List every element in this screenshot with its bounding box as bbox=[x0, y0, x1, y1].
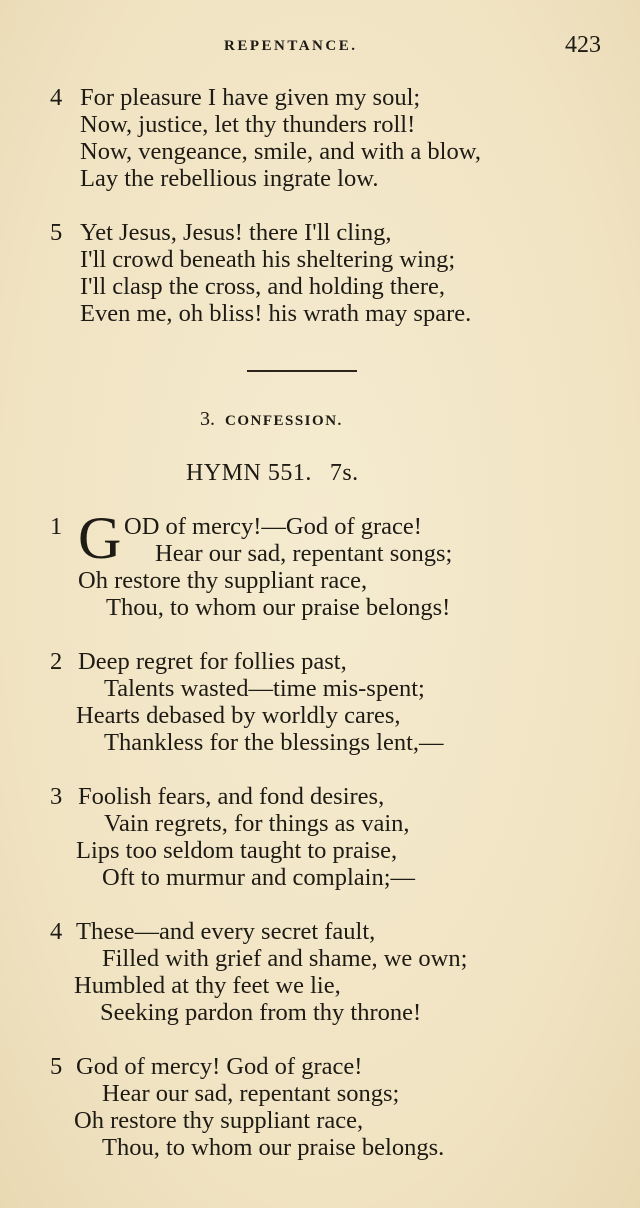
running-head bbox=[0, 32, 640, 60]
stanza-number: 3 bbox=[50, 783, 63, 810]
verse-line: Hearts debased by worldly cares, bbox=[76, 702, 401, 729]
verse-line: Lay the rebellious ingrate low. bbox=[80, 165, 379, 192]
hymn-title bbox=[186, 460, 359, 487]
verse-line: Even me, oh bliss! his wrath may spare. bbox=[80, 300, 472, 327]
verse-line: Humbled at thy feet we lie, bbox=[74, 972, 341, 999]
drop-cap: G bbox=[78, 505, 122, 571]
verse-line: Seeking pardon from thy throne! bbox=[100, 999, 422, 1026]
section-label: CONFESSION. bbox=[225, 413, 343, 429]
verse-line: Hear our sad, repentant songs; bbox=[102, 1080, 400, 1107]
stanza-number: 4 bbox=[50, 84, 63, 111]
verse-line: Foolish fears, and fond desires, bbox=[78, 783, 385, 810]
verse-line: For pleasure I have given my soul; bbox=[80, 84, 421, 111]
verse-line: Talents wasted—time mis-spent; bbox=[104, 675, 425, 702]
section-divider bbox=[247, 370, 357, 372]
running-title: REPENTANCE. bbox=[224, 38, 358, 54]
stanza-number: 4 bbox=[50, 918, 63, 945]
verse-line: God of mercy! God of grace! bbox=[76, 1053, 363, 1080]
stanza-number: 5 bbox=[50, 219, 63, 246]
hymn-number: HYMN 551. bbox=[186, 460, 312, 486]
hymn-meter: 7s. bbox=[329, 460, 359, 486]
verse-line: Thankless for the blessings lent,— bbox=[104, 729, 444, 756]
verse-line: OD of mercy!—God of grace! bbox=[124, 513, 422, 540]
verse-line: Oft to murmur and complain;— bbox=[102, 864, 415, 891]
verse-line: Hear our sad, repentant songs; bbox=[155, 540, 453, 567]
verse-line: I'll clasp the cross, and holding there, bbox=[80, 273, 446, 300]
section-number: 3. bbox=[200, 408, 215, 430]
verse-line: I'll crowd beneath his sheltering wing; bbox=[80, 246, 456, 273]
verse-line: These—and every secret fault, bbox=[76, 918, 376, 945]
verse-line: Now, justice, let thy thunders roll! bbox=[80, 111, 416, 138]
verse-line: Oh restore thy suppliant race, bbox=[78, 567, 368, 594]
section-heading bbox=[200, 408, 343, 431]
verse-line: Deep regret for follies past, bbox=[78, 648, 347, 675]
page-number: 423 bbox=[565, 32, 601, 58]
verse-line: Thou, to whom our praise belongs. bbox=[102, 1134, 445, 1161]
verse-line: Yet Jesus, Jesus! there I'll cling, bbox=[80, 219, 392, 246]
verse-line: Filled with grief and shame, we own; bbox=[102, 945, 468, 972]
verse-line: Thou, to whom our praise belongs! bbox=[106, 594, 451, 621]
stanza-number: 5 bbox=[50, 1053, 63, 1080]
verse-line: Vain regrets, for things as vain, bbox=[104, 810, 410, 837]
stanza-number: 1 bbox=[50, 513, 63, 540]
verse-line: Lips too seldom taught to praise, bbox=[76, 837, 398, 864]
stanza-number: 2 bbox=[50, 648, 63, 675]
verse-line: Oh restore thy suppliant race, bbox=[74, 1107, 364, 1134]
verse-line: Now, vengeance, smile, and with a blow, bbox=[80, 138, 481, 165]
